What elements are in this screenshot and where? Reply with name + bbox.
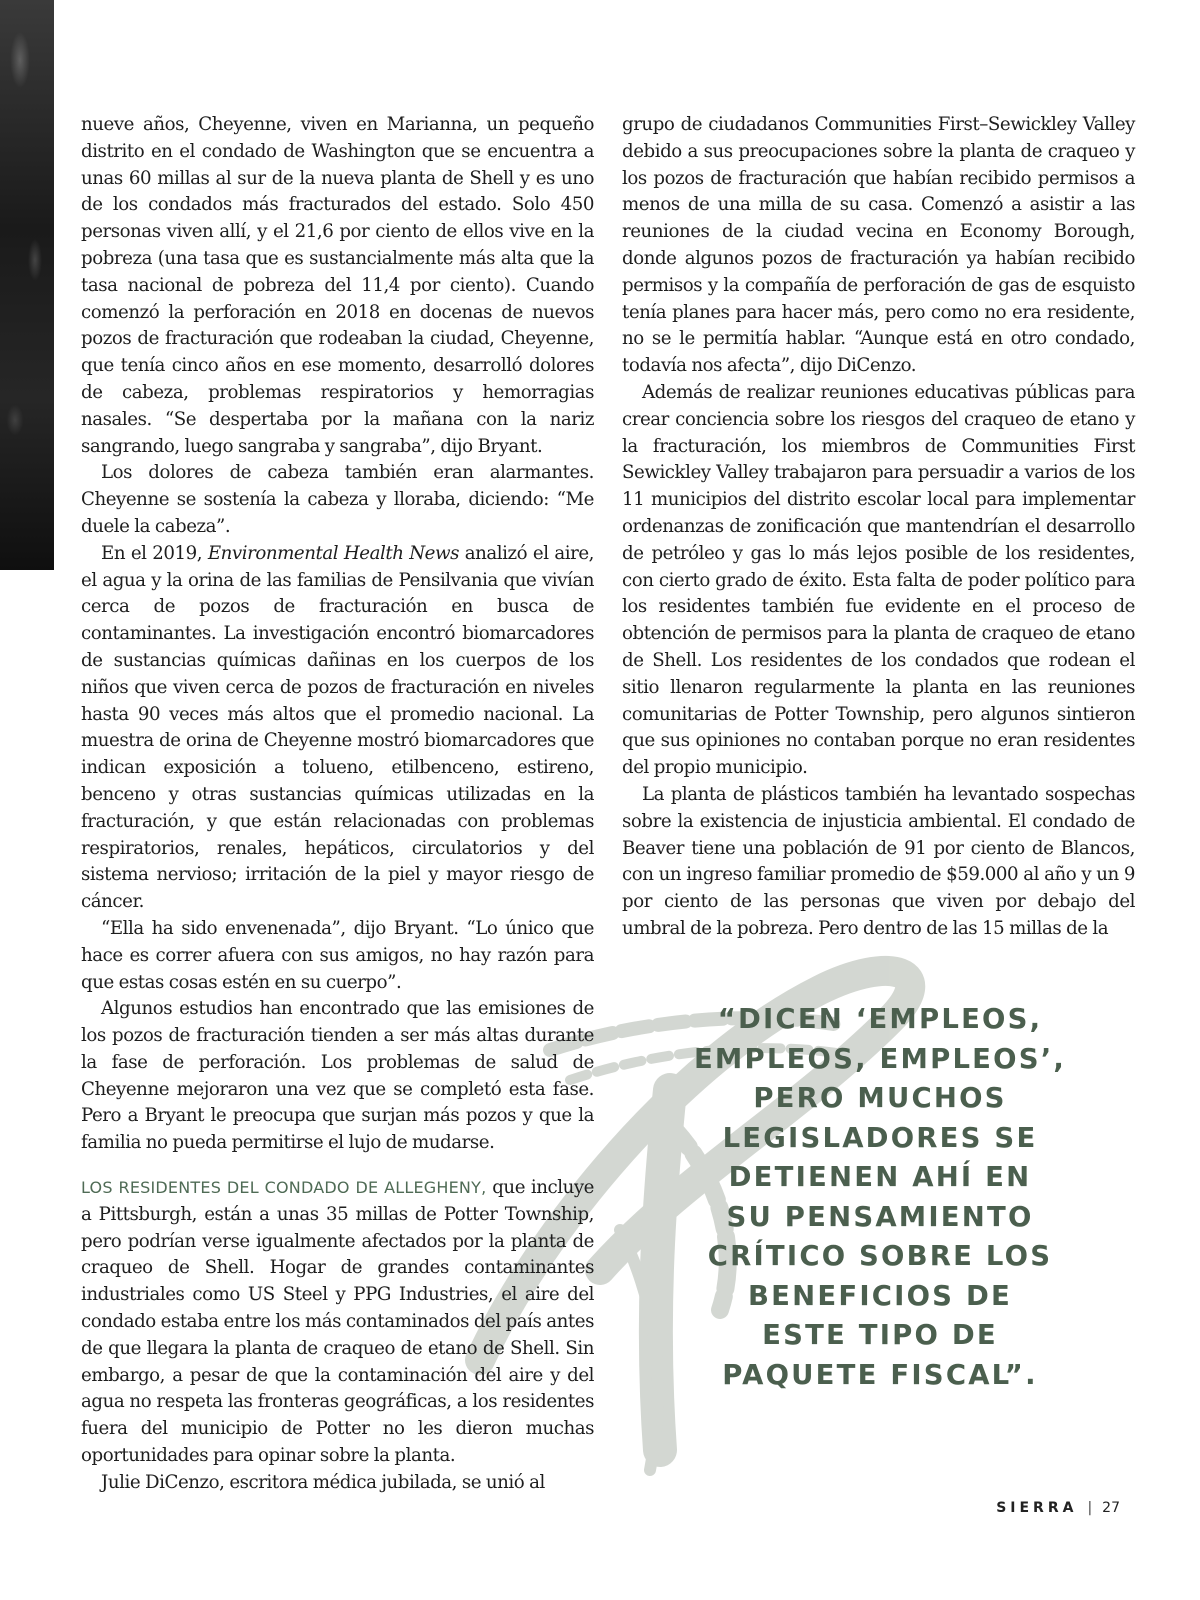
photo-edge-strip (0, 0, 54, 570)
paragraph-text: que incluye a Pittsburgh, están a unas 35 millas de Potter Township, pero podrían verse igualmente afectados por la planta de craqueo de Shell. Hogar de grandes contaminantes industriales como US Steel y PPG Industries, el aire del condado estaba entre los más contaminados del país antes de que llegara la planta de craqueo de etano de Shell. Sin embargo, a pesar de que la contaminación del aire y del agua no respeta las fronteras geográficas, a los residentes fuera del municipio de Potter no les dieron muchas oportunidades para opinar sobre la planta. (81, 1177, 594, 1467)
pull-quote (680, 1000, 1080, 1395)
pull-quote-line: CRÍTICO SOBRE LOS (707, 1240, 1053, 1272)
pull-quote-line: ESTE TIPO DE (762, 1319, 998, 1351)
page-folio (996, 1500, 1120, 1516)
section-lead-in: LOS RESIDENTES DEL CONDADO DE ALLEGHENY, (81, 1178, 487, 1198)
paragraph: grupo de ciudadanos Communities First–Sewickley Valley debido a sus preocupaciones sobre la planta de craqueo y los pozos de fracturación que habían recibido permisos a menos de una milla de su casa. Comenzó a asistir a las reuniones de la ciudad vecina en Economy Borough, donde algunos pozos de fracturación ya habían recibido permisos y la compañía de perforación de gas de esquisto tenía planes para hacer más, pero como no era residente, no se le permitía hablar. “Aunque está en otro condado, todavía nos afecta”, dijo DiCenzo. (622, 114, 1135, 377)
page-number: 27 (1102, 1500, 1120, 1516)
pull-quote-line: EMPLEOS, EMPLEOS’, (693, 1042, 1067, 1075)
pull-quote-line: PAQUETE FISCAL”. (722, 1358, 1038, 1391)
pull-quote-line: “DICEN ‘EMPLEOS, (717, 1003, 1043, 1035)
paragraph-text: En el 2019, (101, 542, 208, 564)
section-paragraph (81, 1175, 594, 1470)
article-column-right (622, 112, 1135, 943)
paragraph (81, 541, 594, 916)
publication-title: Environmental Health News (207, 542, 459, 564)
pull-quote-line: PERO MUCHOS (753, 1082, 1007, 1114)
paragraph: Los dolores de cabeza también eran alarmantes. Cheyenne se sostenía la cabeza y lloraba, diciendo: “Me duele la cabeza”. (81, 462, 594, 537)
paragraph: Julie DiCenzo, escritora médica jubilada, se unió al (101, 1471, 545, 1493)
paragraph: nueve años, Cheyenne, viven en Marianna, un pequeño distrito en el condado de Washington que se encuentra a unas 60 millas al sur de la nueva planta de Shell y es uno de los condados más fracturados del estado. Solo 450 personas viven allí, y el 21,6 por ciento de ellos vive en la pobreza (una tasa que es sustancialmente más alta que la tasa nacional de pobreza del 11,4 por ciento). Cuando comenzó la perforación en 2018 en docenas de nuevos pozos de fracturación que rodeaban la ciudad, Cheyenne, que tenía cinco años en ese momento, desarrolló dolores de cabeza, problemas respiratorios y hemorragias nasales. “Se despertaba por la mañana con la nariz sangrando, luego sangraba y sangraba”, dijo Bryant. (81, 114, 594, 457)
paragraph: “Ella ha sido envenenada”, dijo Bryant. “Lo único que hace es correr afuera con sus amigos, no hay razón para que estas cosas estén en su cuerpo”. (81, 917, 594, 993)
folio-separator: | (1087, 1500, 1093, 1516)
pull-quote-line: LEGISLADORES SE (722, 1121, 1038, 1154)
article-column-left (81, 112, 594, 1497)
paragraph: La planta de plásticos también ha levantado sospechas sobre la existencia de injusticia ambiental. El condado de Beaver tiene una población de 91 por ciento de Blancos, con un ingreso familiar promedio de $59.000 al año y un 9 por ciento de las personas que viven por debajo del umbral de la pobreza. Pero dentro de las 15 millas de la (622, 783, 1135, 939)
paragraph: Algunos estudios han encontrado que las emisiones de los pozos de fracturación tienden a ser más altas durante la fase de perforación. Los problemas de salud de Cheyenne mejoraron una vez que se completó esta fase. Pero a Bryant le preocupa que surjan más pozos y que la familia no pueda permitirse el lujo de mudarse. (81, 998, 594, 1154)
pull-quote-line: SU PENSAMIENTO (726, 1200, 1034, 1233)
paragraph-text: analizó el aire, el agua y la orina de las familias de Pensilvania que vivían cerca de pozos de fracturación en busca de contaminantes. La investigación encontró biomarcadores de sustancias químicas dañinas en los cuerpos de los niños que viven cerca de pozos de fracturación en niveles hasta 90 veces más altos que el promedio nacional. La muestra de orina de Cheyenne mostró biomarcadores que indican exposición a tolueno, etilbenceno, estireno, benceno y otras sustancias químicas utilizadas en la fracturación, y que están relacionadas con problemas respiratorios, renales, hepáticos, circulatorios y del sistema nervioso; irritación de la piel y mayor riesgo de cáncer. (81, 542, 594, 913)
pull-quote-line: DETIENEN AHÍ EN (728, 1161, 1032, 1193)
paragraph: Además de realizar reuniones educativas públicas para crear conciencia sobre los riesgos del craqueo de etano y la fracturación, los miembros de Communities First Sewickley Valley trabajaron para persuadir a varios de los 11 municipios del distrito escolar local para implementar ordenanzas de zonificación que mantendrían el desarrollo de petróleo y gas lo más lejos posible de los residentes, con cierto grado de éxito. Esta falta de poder político para los residentes también fue evidente en el proceso de obtención de permisos para la planta de craqueo de etano de Shell. Los residentes de los condados que rodean el sitio llenaron regularmente la planta en las reuniones comunitarias de Potter Township, pero algunos sintieron que sus opiniones no contaban porque no eran residentes del propio municipio. (622, 381, 1135, 779)
magazine-name: SIERRA (996, 1500, 1078, 1516)
pull-quote-line: BENEFICIOS DE (748, 1279, 1012, 1312)
